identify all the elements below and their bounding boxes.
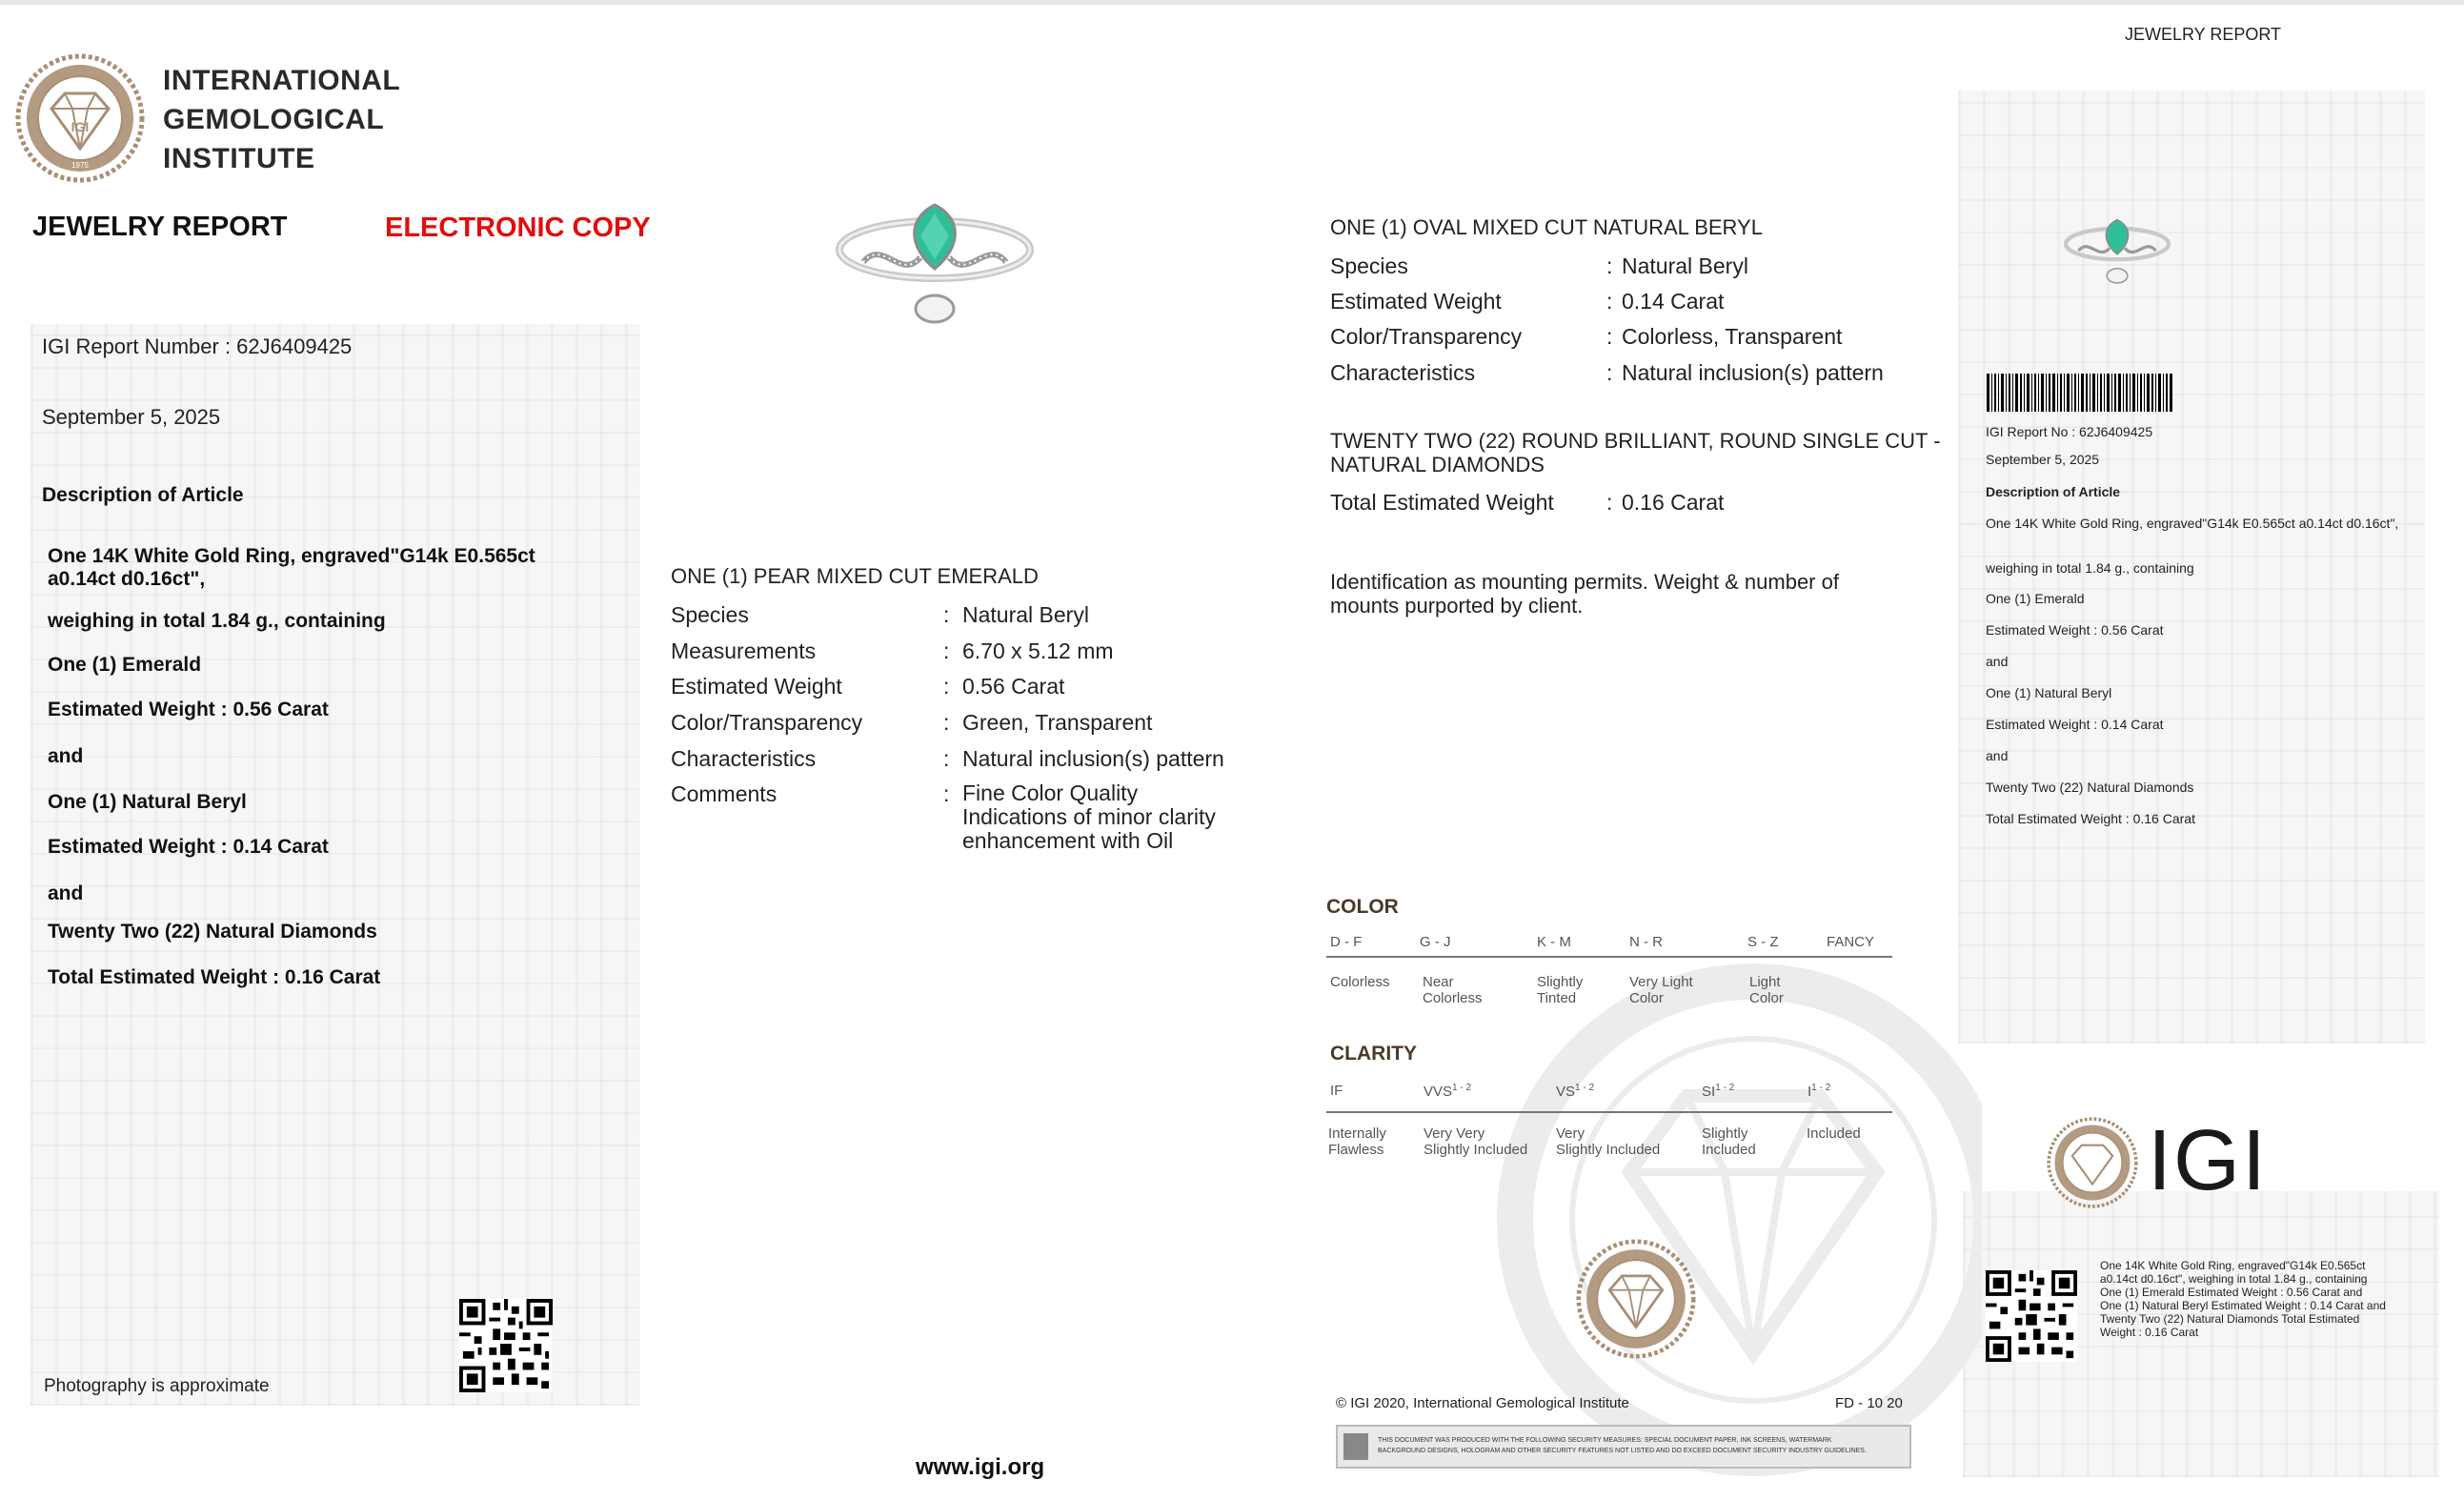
beryl-characteristics-label: Characteristics	[1330, 360, 1476, 385]
emerald-color-value: Green, Transparent	[962, 710, 1153, 735]
beryl-weight-value: 0.14 Carat	[1622, 289, 1725, 314]
beryl-title: ONE (1) OVAL MIXED CUT NATURAL BERYL	[1330, 215, 1763, 239]
color-scale-heading: COLOR	[1326, 896, 1399, 918]
stub-article-description: One 14K White Gold Ring, engraved"G14k E0.565ct a0.14ct d0.16ct",	[1986, 516, 2399, 531]
emerald-weight-value: 0.56 Carat	[962, 674, 1065, 699]
emerald-weight-label: Estimated Weight	[671, 674, 842, 699]
stub-barcode	[1987, 374, 2173, 412]
stub-ring-photo	[2058, 208, 2176, 294]
stub-emerald-weight: Estimated Weight : 0.56 Carat	[1986, 622, 2164, 638]
org-name-line1: INTERNATIONAL	[163, 65, 401, 96]
stub-report-no: IGI Report No : 62J6409425	[1986, 424, 2153, 439]
copyright-text: © IGI 2020, International Gemological Institute	[1336, 1395, 1629, 1411]
clarity-desc-vvs: Very Very Slightly Included	[1424, 1125, 1528, 1158]
security-note-text: THIS DOCUMENT WAS PRODUCED WITH THE FOLLOWING SECURITY MEASURES: SPECIAL DOCUMENT PAPER, INK SCREENS, WATERMARK BACKGROUND DESIGNS, HOLOGRAM AND OTHER SECURITY FEATURES NOT LISTED AND DO EXCEED DOCUMENT SECURITY INDUSTRY GUIDELINES.	[1378, 1437, 1867, 1454]
color-desc-light: Light Color	[1749, 974, 1784, 1006]
lock-icon	[1343, 1433, 1368, 1460]
color-desc-near-colorless: Near Colorless	[1423, 974, 1483, 1006]
emerald-comments-value: Fine Color Quality Indications of minor clarity enhancement with Oil	[962, 780, 1216, 853]
beryl-color-label: Color/Transparency	[1330, 324, 1523, 349]
clarity-desc-i: Included	[1807, 1125, 1861, 1142]
clarity-grade-if: IF	[1330, 1083, 1343, 1099]
photography-note: Photography is approximate	[44, 1376, 270, 1396]
color-grade-k-m: K - M	[1537, 934, 1571, 950]
emerald-species-label: Species	[671, 602, 749, 627]
stub-beryl-weight: Estimated Weight : 0.14 Carat	[1986, 717, 2164, 732]
emerald-characteristics-value: Natural inclusion(s) pattern	[962, 746, 1224, 771]
stub-diamonds: Twenty Two (22) Natural Diamonds	[1986, 780, 2194, 795]
security-note-box	[1336, 1425, 1911, 1469]
clarity-scale-line	[1326, 1111, 1892, 1113]
clarity-grade-si: SI$^{1 - 2}$	[1702, 1083, 1735, 1100]
color-desc-colorless: Colorless	[1330, 974, 1390, 990]
report-number: IGI Report Number : 62J6409425	[42, 334, 353, 358]
seal-mark-text: IGI	[71, 119, 90, 134]
stub-date: September 5, 2025	[1986, 452, 2100, 467]
report-title: JEWELRY REPORT	[32, 212, 288, 242]
beryl-weight-label: Estimated Weight	[1330, 289, 1502, 314]
qr-code-left[interactable]	[459, 1299, 553, 1392]
stub-beryl: One (1) Natural Beryl	[1986, 685, 2112, 700]
article-and-2: and	[48, 882, 84, 904]
article-emerald: One (1) Emerald	[48, 654, 202, 676]
beryl-color-value: Colorless, Transparent	[1622, 324, 1843, 349]
electronic-copy-label: ELECTRONIC COPY	[385, 213, 651, 243]
stub-article-weight: weighing in total 1.84 g., containing	[1986, 560, 2194, 576]
website-link[interactable]: www.igi.org	[916, 1454, 1045, 1480]
stub-and-1: and	[1986, 654, 2009, 669]
emerald-measurements-value: 6.70 x 5.12 mm	[962, 639, 1114, 663]
color-grade-g-j: G - J	[1420, 934, 1451, 950]
org-name-line2: GEMOLOGICAL	[163, 104, 385, 135]
stub-summary: One 14K White Gold Ring, engraved"G14k E0.565ct a0.14ct d0.16ct", weighing in total 1.84 g., containing One (1) Emerald Estimated Weight : 0.56 Carat and One (1) Natural Beryl Estimated Weight : 0.14 Carat and Twenty Two (22) Natural Diamonds Total Estimated Weight : 0.16 Carat	[2100, 1259, 2386, 1339]
clarity-desc-if: Internally Flawless	[1328, 1125, 1386, 1158]
beryl-species-value: Natural Beryl	[1622, 253, 1748, 278]
emerald-measurements-label: Measurements	[671, 639, 817, 663]
article-emerald-weight: Estimated Weight : 0.56 Carat	[48, 699, 329, 720]
report-date: September 5, 2025	[42, 405, 221, 429]
emerald-species-value: Natural Beryl	[962, 602, 1089, 627]
diamonds-weight-label: Total Estimated Weight	[1330, 490, 1554, 515]
article-and-1: and	[48, 745, 84, 767]
color-grade-s-z: S - Z	[1747, 934, 1779, 950]
stub-igi-seal	[2047, 1117, 2138, 1208]
clarity-desc-vs: Very Slightly Included	[1556, 1125, 1661, 1158]
org-name-line3: INSTITUTE	[163, 143, 315, 174]
color-grade-n-r: N - R	[1629, 934, 1663, 950]
color-desc-very-light: Very Light Color	[1629, 974, 1693, 1006]
qr-code-stub[interactable]	[1986, 1270, 2077, 1362]
seal-year-text: 1975	[71, 161, 89, 170]
clarity-grade-vs: VS$^{1 - 2}$	[1556, 1083, 1595, 1100]
article-beryl-weight: Estimated Weight : 0.14 Carat	[48, 836, 329, 858]
top-divider	[0, 0, 2464, 5]
stub-diamonds-weight: Total Estimated Weight : 0.16 Carat	[1986, 811, 2195, 826]
beryl-characteristics-value: Natural inclusion(s) pattern	[1622, 360, 1884, 385]
article-description: One 14K White Gold Ring, engraved"G14k E0.565ct a0.14ct d0.16ct",	[48, 545, 535, 590]
emerald-characteristics-label: Characteristics	[671, 746, 817, 771]
emerald-comments-label: Comments	[671, 781, 778, 806]
description-heading: Description of Article	[42, 484, 244, 506]
form-code: FD - 10 20	[1835, 1395, 1903, 1411]
top-right-report-label: JEWELRY REPORT	[2125, 25, 2282, 44]
article-weight-line: weighing in total 1.84 g., containing	[48, 610, 386, 632]
color-desc-slightly-tinted: Slightly Tinted	[1537, 974, 1584, 1006]
article-diamonds-weight: Total Estimated Weight : 0.16 Carat	[48, 966, 381, 988]
clarity-scale-heading: CLARITY	[1330, 1043, 1417, 1064]
igi-seal-bottom	[1576, 1239, 1696, 1359]
stub-description-heading: Description of Article	[1986, 484, 2121, 499]
emerald-title: ONE (1) PEAR MIXED CUT EMERALD	[671, 564, 1039, 588]
beryl-species-label: Species	[1330, 253, 1408, 278]
emerald-color-label: Color/Transparency	[671, 710, 863, 735]
clarity-grade-i: $I^{1 - 2}$	[1808, 1083, 1831, 1100]
stub-emerald: One (1) Emerald	[1986, 591, 2085, 606]
beryl-stone	[916, 295, 954, 322]
article-beryl: One (1) Natural Beryl	[48, 791, 247, 813]
clarity-grade-vvs: VVS$^{1 - 2}$	[1424, 1083, 1472, 1100]
diamonds-title: TWENTY TWO (22) ROUND BRILLIANT, ROUND SINGLE CUT - NATURAL DIAMONDS	[1330, 429, 1941, 476]
ring-photo	[825, 191, 1044, 334]
color-grade-fancy: FANCY	[1827, 934, 1875, 950]
color-grade-d-f: D - F	[1330, 934, 1363, 950]
identification-note: Identification as mounting permits. Weight & number of mounts purported by client.	[1330, 570, 1839, 618]
stub-and-2: and	[1986, 748, 2009, 763]
article-diamonds: Twenty Two (22) Natural Diamonds	[48, 921, 377, 943]
diamonds-weight-value: 0.16 Carat	[1622, 490, 1725, 515]
stub-igi-logo-text: IGI	[2148, 1113, 2269, 1208]
clarity-desc-si: Slightly Included	[1702, 1125, 1756, 1158]
igi-seal-logo	[15, 53, 145, 183]
color-scale-line	[1326, 956, 1892, 958]
